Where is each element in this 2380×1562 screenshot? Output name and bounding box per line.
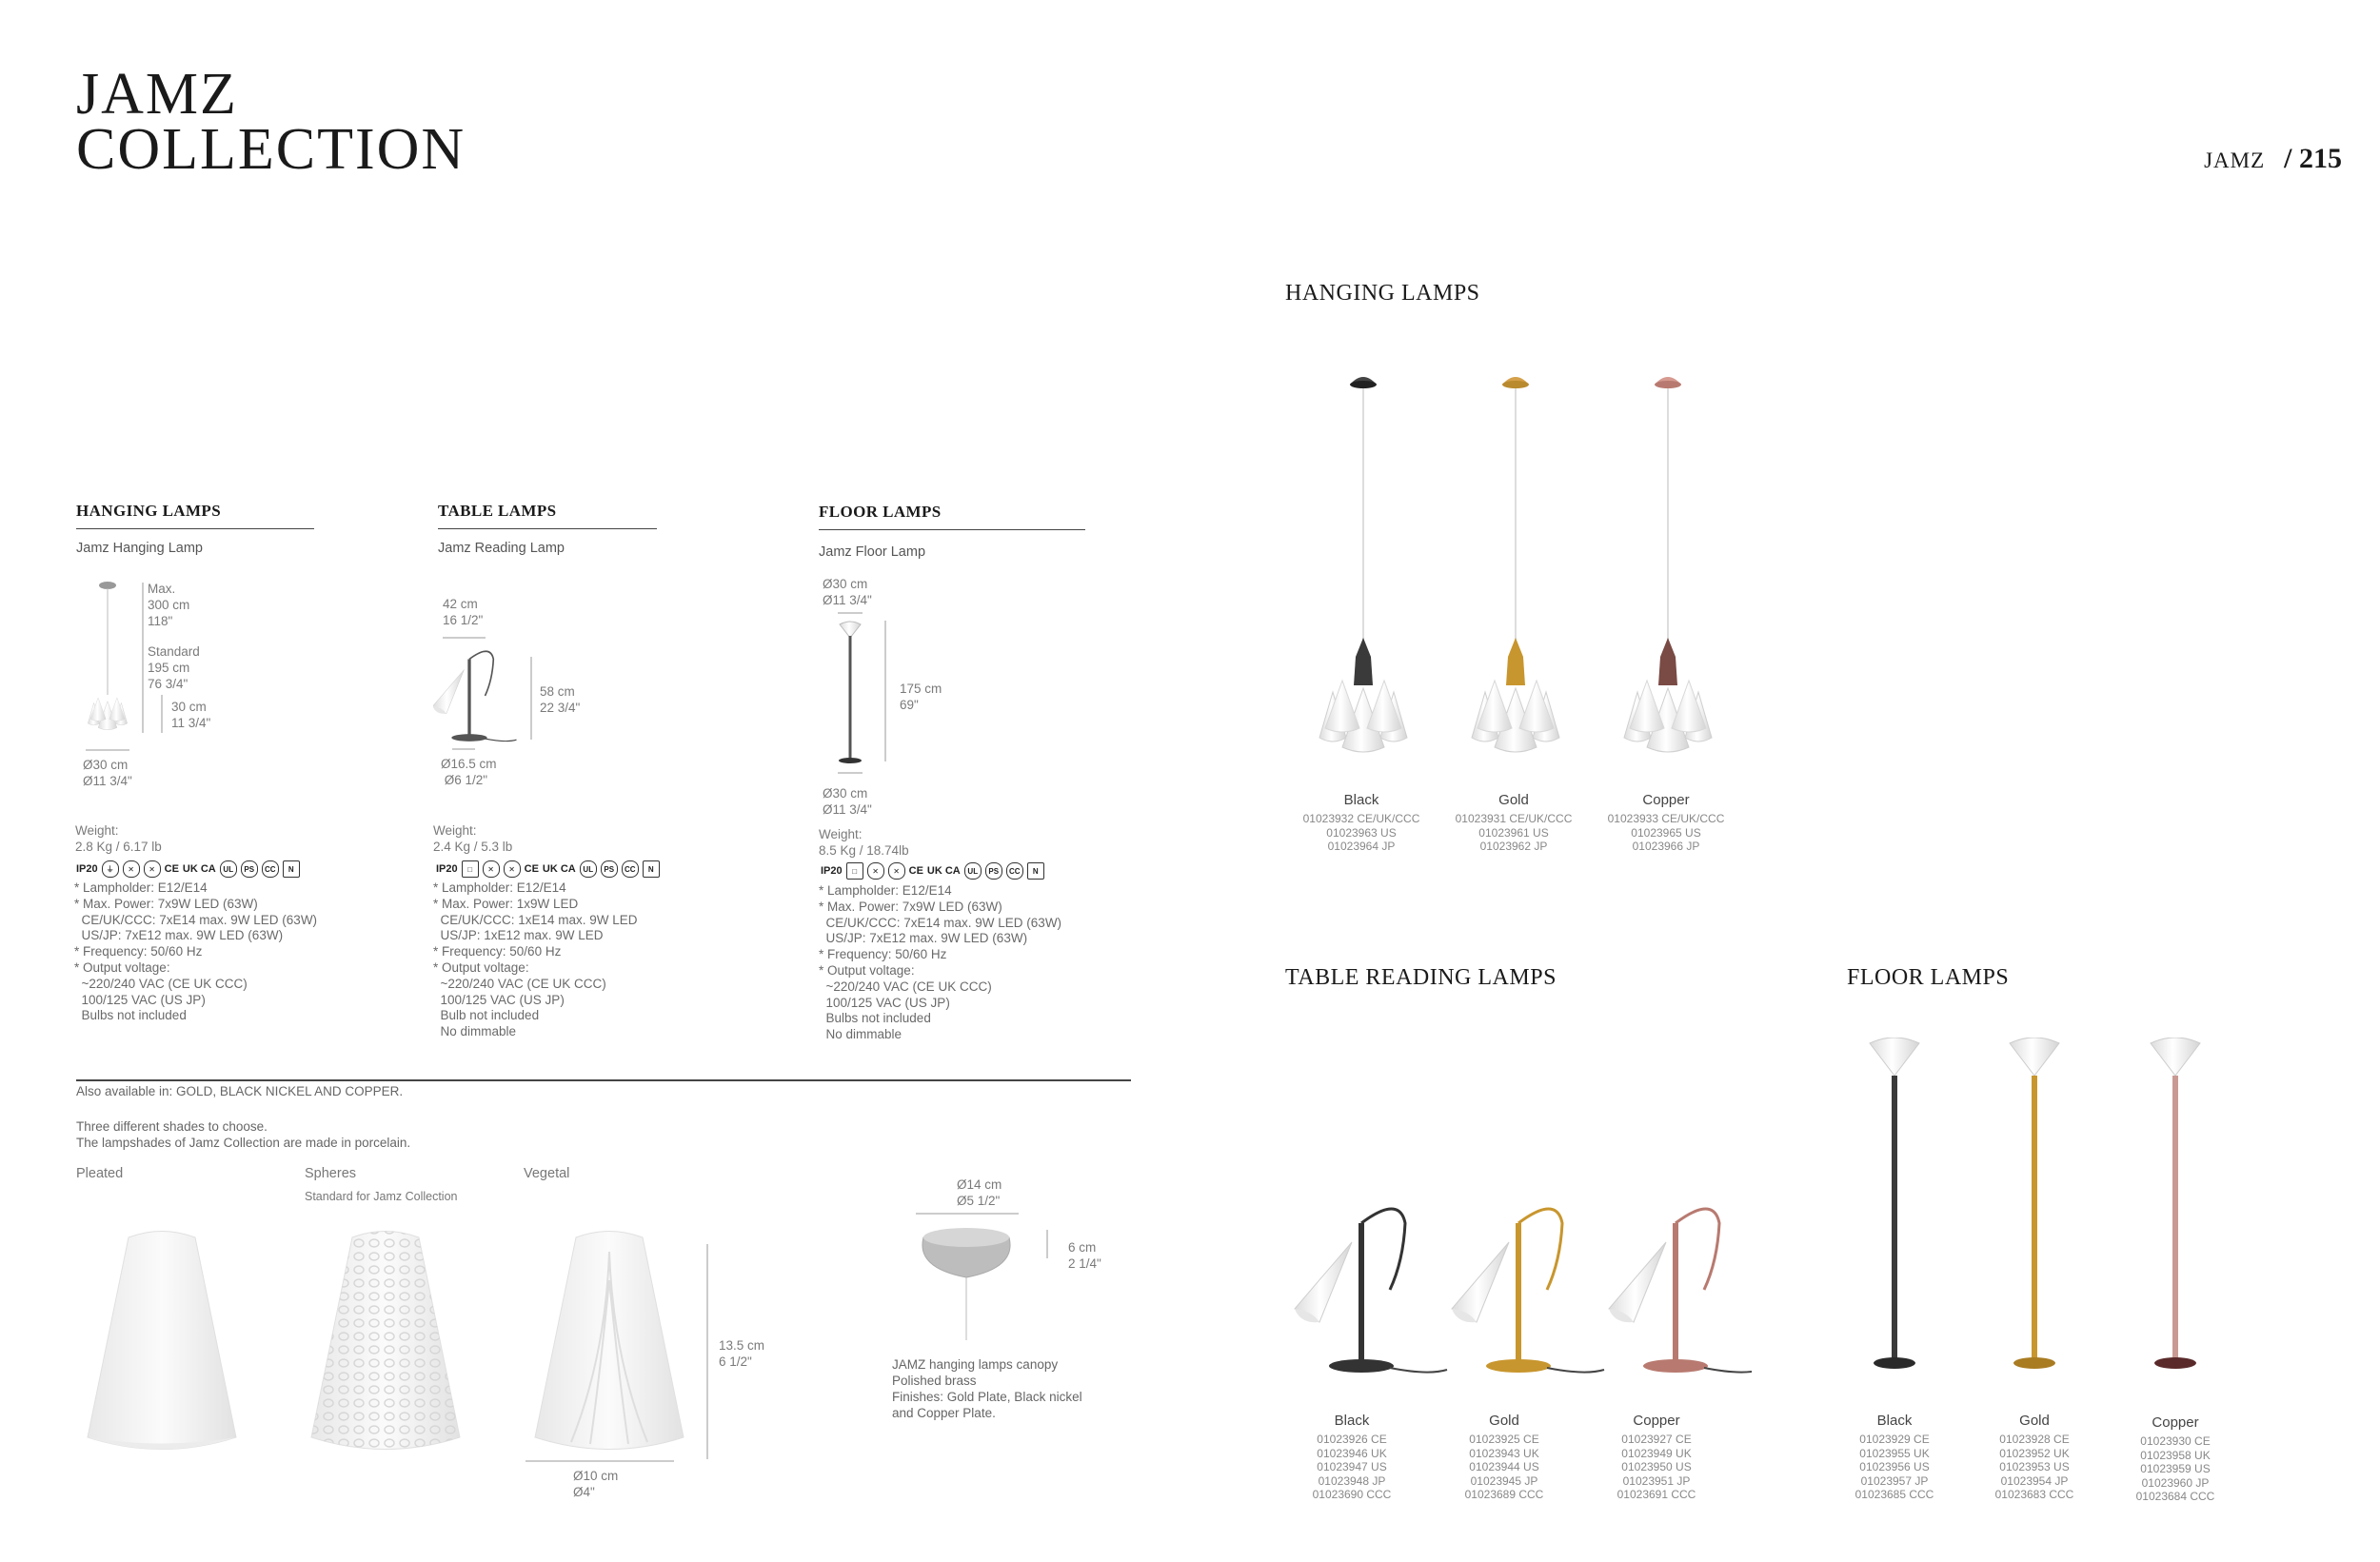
dim-shade-height: 30 cm 11 3/4" <box>171 700 211 730</box>
dim-shade-diam: Ø10 cm Ø4" <box>573 1469 619 1499</box>
variant-code: 01023929 CE <box>1859 1433 1930 1446</box>
canopy-description: JAMZ hanging lamps canopy Polished brass Finishes: Gold Plate, Black nickel and Copper Plate. <box>892 1357 1082 1420</box>
ccc-icon: CC <box>1006 862 1023 880</box>
hanging-cert-icons <box>76 860 300 878</box>
variant-code: 01023933 CE/UK/CCC <box>1607 812 1725 825</box>
bin-icon: ✕ <box>123 860 140 878</box>
spec-line: No dimmable <box>433 1024 517 1039</box>
floor-lamps-photo <box>1837 1038 2247 1380</box>
variant-name: Gold <box>1489 1413 1519 1429</box>
variant-code: 01023958 UK <box>2140 1448 2211 1462</box>
variant-code: 01023685 CCC <box>1854 1488 1934 1501</box>
nom-icon: N <box>283 860 300 878</box>
variant-code: 01023930 CE <box>2140 1434 2211 1448</box>
spec-line: * Frequency: 50/60 Hz <box>433 944 562 959</box>
ukca-icon: UK CA <box>926 865 961 877</box>
shade-pleated-image <box>67 1223 257 1471</box>
variant-code: 01023957 JP <box>1860 1473 1929 1488</box>
title-line-1: JAMZ <box>76 62 238 127</box>
shade-height-line <box>700 1242 719 1461</box>
ccc-icon: CC <box>262 860 279 878</box>
variant-code: 01023964 JP <box>1327 840 1396 853</box>
variant-code: 01023965 US <box>1631 825 1701 840</box>
variant-code: 01023948 JP <box>1318 1473 1386 1488</box>
ul-icon: UL <box>964 862 982 880</box>
spec-hanging-header: HANGING LAMPS <box>76 502 314 529</box>
spec-line: CE/UK/CCC: 7xE14 max. 9W LED (63W) <box>819 915 1062 930</box>
spec-line: ~220/240 VAC (CE UK CCC) <box>433 976 606 991</box>
shade-label-pleated: Pleated <box>76 1166 124 1181</box>
variant-name: Black <box>1334 1413 1370 1429</box>
spec-line: 100/125 VAC (US JP) <box>74 992 206 1007</box>
spec-line: No dimmable <box>819 1027 902 1042</box>
spec-line: CE/UK/CCC: 7xE14 max. 9W LED (63W) <box>74 912 318 927</box>
bin-icon: ✕ <box>867 862 884 880</box>
variant-code: 01023961 US <box>1478 825 1549 840</box>
variant-code: 01023952 UK <box>1999 1446 2070 1460</box>
spec-line: * Lampholder: E12/E14 <box>433 880 566 895</box>
shade-label-vegetal: Vegetal <box>524 1166 570 1181</box>
bin-icon: ✕ <box>483 860 500 878</box>
variant-code: 01023959 US <box>2140 1462 2211 1475</box>
ip20-icon: IP20 <box>76 863 98 875</box>
variant-code: 01023684 CCC <box>2135 1490 2215 1503</box>
variant-name: Black <box>1343 792 1379 808</box>
spec-table-product: Jamz Reading Lamp <box>438 541 565 556</box>
shade-label-spheres: Spheres <box>305 1166 357 1181</box>
class2-icon: □ <box>846 862 863 880</box>
shade-note-spheres: Standard for Jamz Collection <box>305 1190 458 1203</box>
spec-line: * Lampholder: E12/E14 <box>819 883 952 898</box>
spec-line: * Max. Power: 7x9W LED (63W) <box>819 899 1002 914</box>
table-lamps-heading: TABLE READING LAMPS <box>1285 965 1557 990</box>
spec-line: 100/125 VAC (US JP) <box>433 992 565 1007</box>
spec-line: * Frequency: 50/60 Hz <box>819 947 947 962</box>
spec-line: CE/UK/CCC: 1xE14 max. 9W LED <box>433 912 638 927</box>
spec-line: ~220/240 VAC (CE UK CCC) <box>74 976 248 991</box>
page-number: / 215 <box>2284 143 2342 174</box>
spec-table-header: TABLE LAMPS <box>438 502 657 529</box>
variant-code: 01023955 UK <box>1859 1446 1930 1460</box>
spec-line: * Output voltage: <box>433 959 529 975</box>
no-dispose-icon: ✕ <box>504 860 521 878</box>
collection-title <box>76 62 466 182</box>
nom-icon: N <box>1027 862 1044 880</box>
pse-icon: PS <box>241 860 258 878</box>
floor-variant-gold <box>1958 1413 2111 1502</box>
ccc-icon: CC <box>622 860 639 878</box>
floor-cert-icons <box>821 862 1044 880</box>
hanging-weight: Weight: 2.8 Kg / 6.17 lb <box>75 823 162 854</box>
variant-code: 01023931 CE/UK/CCC <box>1455 812 1573 825</box>
floor-weight: Weight: 8.5 Kg / 18.74lb <box>819 827 909 858</box>
hanging-specs <box>74 880 317 1024</box>
spec-floor-header: FLOOR LAMPS <box>819 503 1085 530</box>
hanging-variant-black <box>1285 792 1438 854</box>
ul-icon: UL <box>220 860 237 878</box>
variant-code: 01023943 UK <box>1469 1446 1539 1460</box>
variant-code: 01023951 JP <box>1622 1473 1691 1488</box>
variant-name: Gold <box>1498 792 1529 808</box>
spec-line: US/JP: 7xE12 max. 9W LED (63W) <box>819 931 1028 946</box>
floor-lamps-heading: FLOOR LAMPS <box>1847 965 2010 990</box>
dim-canopy-diam: Ø14 cm Ø5 1/2" <box>957 1177 1002 1208</box>
hanging-variant-copper <box>1590 792 1742 854</box>
spec-line: * Max. Power: 1x9W LED <box>433 896 579 911</box>
variant-code: 01023932 CE/UK/CCC <box>1302 812 1420 825</box>
collection-name: JAMZ <box>2204 148 2266 172</box>
table-weight: Weight: 2.4 Kg / 5.3 lb <box>433 823 513 854</box>
table-variant-black <box>1276 1413 1428 1502</box>
pse-icon: PS <box>601 860 618 878</box>
variant-code: 01023954 JP <box>2000 1473 2069 1488</box>
dim-diameter: Ø30 cm Ø11 3/4" <box>83 758 132 788</box>
variant-code: 01023949 UK <box>1621 1446 1692 1460</box>
variant-code: 01023956 US <box>1859 1460 1930 1473</box>
spec-line: US/JP: 1xE12 max. 9W LED <box>433 928 604 943</box>
variant-code: 01023966 JP <box>1632 840 1700 853</box>
shade-vegetal-image <box>514 1223 704 1471</box>
variant-code: 01023928 CE <box>1999 1433 2070 1446</box>
floor-variant-black <box>1818 1413 1971 1502</box>
variant-code: 01023689 CCC <box>1464 1488 1544 1501</box>
hanging-lamps-photo <box>1295 371 1733 771</box>
variant-name: Gold <box>2019 1413 2050 1429</box>
spec-line: * Lampholder: E12/E14 <box>74 880 208 895</box>
class2-icon: □ <box>462 860 479 878</box>
dim-standard-length: Standard 195 cm 76 3/4" <box>148 644 200 691</box>
floor-variant-copper <box>2099 1414 2251 1504</box>
title-line-2: COLLECTION <box>76 117 466 182</box>
section-divider <box>76 1079 1131 1081</box>
variant-code: 01023927 CE <box>1621 1433 1692 1446</box>
spec-line: ~220/240 VAC (CE UK CCC) <box>819 979 992 994</box>
spec-line: US/JP: 7xE12 max. 9W LED (63W) <box>74 928 284 943</box>
dim-floor-height: 175 cm 69" <box>900 682 942 712</box>
class-icon: ⏚ <box>102 860 119 878</box>
variant-code: 01023690 CCC <box>1312 1488 1392 1501</box>
variant-code: 01023945 JP <box>1470 1473 1538 1488</box>
ukca-icon: UK CA <box>542 863 576 875</box>
ip20-icon: IP20 <box>436 863 458 875</box>
canopy-image <box>914 1209 1057 1342</box>
no-dispose-icon: ✕ <box>144 860 161 878</box>
variant-code: 01023960 JP <box>2141 1475 2210 1490</box>
spec-line: Bulbs not included <box>819 1011 931 1026</box>
dim-canopy-height: 6 cm 2 1/4" <box>1068 1240 1101 1271</box>
dim-floor-top-diam: Ø30 cm Ø11 3/4" <box>823 577 872 607</box>
variant-code: 01023953 US <box>1999 1460 2070 1473</box>
variant-code: 01023946 UK <box>1317 1446 1387 1460</box>
variant-code: 01023950 US <box>1621 1460 1692 1473</box>
table-variant-copper <box>1580 1413 1733 1502</box>
variant-code: 01023963 US <box>1326 825 1397 840</box>
ul-icon: UL <box>580 860 597 878</box>
hanging-variant-gold <box>1438 792 1590 854</box>
ce-mark-icon: CE <box>164 863 179 875</box>
ukca-icon: UK CA <box>182 863 216 875</box>
shade-diam-line <box>524 1456 676 1466</box>
dim-table-width: 42 cm 16 1/2" <box>443 597 484 627</box>
variant-code: 01023683 CCC <box>1994 1488 2074 1501</box>
variant-name: Copper <box>2152 1414 2199 1431</box>
nom-icon: N <box>643 860 660 878</box>
spec-floor-product: Jamz Floor Lamp <box>819 544 926 560</box>
no-dispose-icon: ✕ <box>888 862 905 880</box>
pse-icon: PS <box>985 862 1002 880</box>
table-specs <box>433 880 638 1040</box>
variant-code: 01023926 CE <box>1317 1433 1387 1446</box>
variant-name: Black <box>1876 1413 1913 1429</box>
dim-shade-height: 13.5 cm 6 1/2" <box>719 1338 765 1369</box>
variant-code: 01023691 CCC <box>1616 1488 1696 1501</box>
also-available-note: Also available in: GOLD, BLACK NICKEL AND COPPER. <box>76 1084 404 1098</box>
spec-line: 100/125 VAC (US JP) <box>819 995 950 1010</box>
spec-line: * Output voltage: <box>819 962 915 978</box>
spec-line: * Max. Power: 7x9W LED (63W) <box>74 896 258 911</box>
spec-line: * Output voltage: <box>74 959 170 975</box>
ce-mark-icon: CE <box>524 863 539 875</box>
dim-table-height: 58 cm 22 3/4" <box>540 684 581 715</box>
ip20-icon: IP20 <box>821 865 843 877</box>
dim-max-length: Max. 300 cm 118" <box>148 582 190 628</box>
table-lamps-photo <box>1276 1152 1752 1380</box>
spec-hanging-product: Jamz Hanging Lamp <box>76 541 203 556</box>
dim-table-diam: Ø16.5 cm Ø6 1/2" <box>441 757 497 787</box>
dim-floor-base-diam: Ø30 cm Ø11 3/4" <box>823 786 872 817</box>
variant-code: 01023947 US <box>1317 1460 1387 1473</box>
table-variant-gold <box>1428 1413 1580 1502</box>
variant-code: 01023962 JP <box>1479 840 1548 853</box>
variant-code: 01023925 CE <box>1469 1433 1539 1446</box>
table-cert-icons <box>436 860 660 878</box>
variant-code: 01023944 US <box>1469 1460 1539 1473</box>
spec-line: Bulb not included <box>433 1008 540 1023</box>
hanging-lamps-heading: HANGING LAMPS <box>1285 281 1480 306</box>
spec-line: Bulbs not included <box>74 1008 187 1023</box>
table-lamp-drawing <box>433 633 547 757</box>
page-reference <box>2204 143 2342 175</box>
shades-intro: Three different shades to choose. The lampshades of Jamz Collection are made in porcelain. <box>76 1119 411 1150</box>
spec-line: * Frequency: 50/60 Hz <box>74 944 203 959</box>
floor-specs <box>819 883 1061 1043</box>
ce-mark-icon: CE <box>908 865 923 877</box>
shade-spheres-image <box>290 1223 481 1471</box>
variant-name: Copper <box>1642 792 1690 808</box>
variant-name: Copper <box>1633 1413 1680 1429</box>
